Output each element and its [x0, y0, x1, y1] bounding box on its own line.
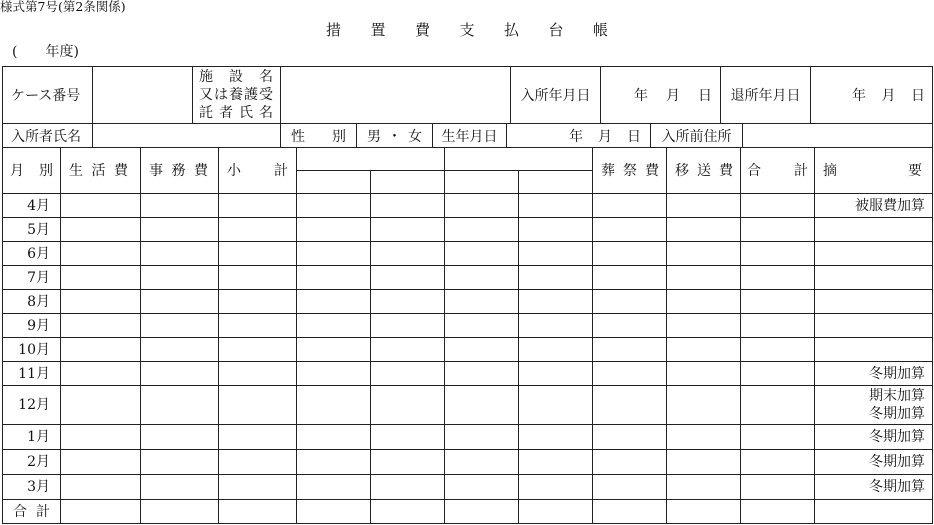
blank-cell — [445, 266, 519, 290]
month-cell: 10月 — [3, 338, 61, 362]
ledger-row — [3, 314, 933, 338]
remarks-cell — [815, 218, 933, 242]
office-expenses-cell — [141, 266, 219, 290]
living-expenses-cell — [61, 266, 141, 290]
blank-cell — [519, 290, 593, 314]
remarks-cell — [815, 266, 933, 290]
blank-cell — [519, 314, 593, 338]
header-transport-expenses: 移 送 費 — [667, 148, 741, 194]
office-expenses-cell — [141, 362, 219, 386]
birth-date-label: 生年月日 — [441, 128, 498, 145]
office-expenses-cell — [141, 338, 219, 362]
blank-cell — [445, 218, 519, 242]
blank-cell — [297, 194, 371, 218]
ledger-header — [3, 148, 933, 194]
blank-cell — [371, 242, 445, 266]
blank-cell — [445, 425, 519, 450]
blank-cell — [371, 425, 445, 450]
blank-cell — [371, 290, 445, 314]
total-cell — [741, 450, 815, 475]
admission-date-label: 入所年月日 — [520, 88, 591, 104]
living-expenses-cell — [61, 500, 141, 524]
page-title: 措 置 費 支 払 台 帳 — [326, 21, 608, 39]
ledger-row — [3, 290, 933, 314]
blank-cell — [519, 242, 593, 266]
resident-info-row — [3, 124, 932, 147]
blank-cell — [519, 362, 593, 386]
facility-label-cell — [193, 67, 281, 123]
office-expenses-cell — [141, 500, 219, 524]
living-expenses-cell — [61, 314, 141, 338]
subtotal-cell — [219, 475, 297, 500]
form-number: 様式第7号(第2条関係) — [0, 0, 126, 14]
blank-cell — [297, 242, 371, 266]
ledger-row — [3, 242, 933, 266]
remarks-cell — [815, 194, 933, 218]
funeral-expenses-cell — [593, 314, 667, 338]
total-cell — [741, 338, 815, 362]
blank-cell — [445, 362, 519, 386]
sex-options-cell — [357, 124, 433, 147]
blank-cell — [519, 338, 593, 362]
blank-cell — [445, 450, 519, 475]
remarks-cell — [815, 450, 933, 475]
case-info-block — [2, 66, 933, 148]
blank-cell — [519, 425, 593, 450]
living-expenses-cell — [61, 425, 141, 450]
prior-address-label-cell — [651, 124, 743, 147]
transport-expenses-cell — [667, 386, 741, 425]
total-cell — [741, 475, 815, 500]
header-total: 合 計 — [741, 148, 815, 194]
transport-expenses-cell — [667, 425, 741, 450]
ledger-table — [2, 147, 933, 524]
remarks-cell — [815, 314, 933, 338]
blank-cell — [297, 425, 371, 450]
remarks-cell — [815, 425, 933, 450]
transport-expenses-cell — [667, 450, 741, 475]
living-expenses-cell — [61, 386, 141, 425]
admission-date-value: 年 月 日 — [634, 88, 712, 104]
blank-cell — [371, 386, 445, 425]
living-expenses-cell — [61, 338, 141, 362]
resident-name-label: 入所者氏名 — [11, 128, 81, 145]
birth-date-value-cell — [507, 124, 651, 147]
transport-expenses-cell — [667, 314, 741, 338]
facility-label-line: 又は養護受 — [199, 87, 273, 103]
transport-expenses-cell — [667, 362, 741, 386]
ledger-row — [3, 475, 933, 500]
resident-name-label-cell — [3, 124, 93, 147]
month-cell: 3月 — [3, 475, 61, 500]
blank-cell — [371, 362, 445, 386]
fiscal-year-label: ( 年度) — [12, 44, 79, 60]
admission-date-label-cell — [511, 67, 601, 123]
office-expenses-cell — [141, 314, 219, 338]
ledger-header-row — [3, 148, 933, 171]
ledger-row — [3, 194, 933, 218]
subtotal-cell — [219, 338, 297, 362]
funeral-expenses-cell — [593, 290, 667, 314]
total-row — [3, 500, 933, 524]
living-expenses-cell — [61, 194, 141, 218]
living-expenses-cell — [61, 290, 141, 314]
header-blank-sub — [519, 171, 593, 194]
funeral-expenses-cell — [593, 242, 667, 266]
blank-cell — [445, 338, 519, 362]
office-expenses-cell — [141, 242, 219, 266]
remark-text: 冬期加算 — [869, 429, 925, 445]
blank-cell — [519, 266, 593, 290]
blank-cell — [297, 338, 371, 362]
funeral-expenses-cell — [593, 500, 667, 524]
total-row-label: 合 計 — [3, 500, 61, 524]
blank-cell — [371, 338, 445, 362]
blank-cell — [445, 386, 519, 425]
remark-text: 冬期加算 — [869, 454, 925, 470]
office-expenses-cell — [141, 475, 219, 500]
ledger-row — [3, 425, 933, 450]
transport-expenses-cell — [667, 475, 741, 500]
blank-cell — [297, 218, 371, 242]
month-cell: 12月 — [3, 386, 61, 425]
ledger-row — [3, 450, 933, 475]
total-cell — [741, 314, 815, 338]
header-living-expenses: 生 活 費 — [61, 148, 141, 194]
living-expenses-cell — [61, 450, 141, 475]
header-funeral-expenses: 葬 祭 費 — [593, 148, 667, 194]
transport-expenses-cell — [667, 338, 741, 362]
ledger-row — [3, 362, 933, 386]
subtotal-cell — [219, 450, 297, 475]
office-expenses-cell — [141, 425, 219, 450]
blank-cell — [371, 194, 445, 218]
discharge-date-value-cell — [811, 67, 932, 123]
transport-expenses-cell — [667, 266, 741, 290]
transport-expenses-cell — [667, 218, 741, 242]
remark-text: 冬期加算 — [869, 479, 925, 495]
subtotal-cell — [219, 218, 297, 242]
blank-cell — [519, 218, 593, 242]
funeral-expenses-cell — [593, 338, 667, 362]
month-cell: 8月 — [3, 290, 61, 314]
blank-cell — [297, 314, 371, 338]
month-cell: 6月 — [3, 242, 61, 266]
month-cell: 4月 — [3, 194, 61, 218]
admission-date-value-cell — [601, 67, 721, 123]
remarks-cell — [815, 475, 933, 500]
month-cell: 7月 — [3, 266, 61, 290]
blank-cell — [445, 475, 519, 500]
header-subtotal: 小 計 — [219, 148, 297, 194]
case-number-label-cell — [3, 67, 93, 123]
facility-label-line: 施 設 名 — [199, 69, 273, 85]
blank-cell — [371, 500, 445, 524]
blank-cell — [371, 314, 445, 338]
funeral-expenses-cell — [593, 386, 667, 425]
prior-address-value-cell — [743, 124, 932, 147]
transport-expenses-cell — [667, 242, 741, 266]
total-cell — [741, 386, 815, 425]
facility-label-line: 託 者 氏 名 — [199, 105, 273, 121]
month-cell: 9月 — [3, 314, 61, 338]
blank-cell — [297, 475, 371, 500]
header-office-expenses: 事 務 費 — [141, 148, 219, 194]
month-cell: 2月 — [3, 450, 61, 475]
month-cell: 5月 — [3, 218, 61, 242]
facility-value-cell — [281, 67, 511, 123]
funeral-expenses-cell — [593, 475, 667, 500]
remark-text: 期末加算 — [869, 388, 925, 404]
blank-cell — [297, 450, 371, 475]
header-blank-group — [445, 148, 593, 171]
discharge-date-label-cell — [721, 67, 811, 123]
remarks-cell — [815, 386, 933, 425]
case-number-label: ケース番号 — [11, 88, 81, 104]
sex-label: 性 別 — [291, 128, 346, 145]
prior-address-label: 入所前住所 — [661, 128, 732, 145]
office-expenses-cell — [141, 450, 219, 475]
blank-cell — [371, 266, 445, 290]
blank-cell — [297, 290, 371, 314]
living-expenses-cell — [61, 242, 141, 266]
remarks-cell — [815, 338, 933, 362]
sex-options: 男 ・ 女 — [367, 128, 422, 145]
subtotal-cell — [219, 242, 297, 266]
total-cell — [741, 266, 815, 290]
remarks-cell — [815, 290, 933, 314]
blank-cell — [519, 500, 593, 524]
funeral-expenses-cell — [593, 425, 667, 450]
blank-cell — [371, 218, 445, 242]
month-cell: 11月 — [3, 362, 61, 386]
subtotal-cell — [219, 290, 297, 314]
subtotal-cell — [219, 386, 297, 425]
total-cell — [741, 218, 815, 242]
blank-cell — [297, 500, 371, 524]
discharge-date-label: 退所年月日 — [730, 88, 801, 104]
discharge-date-value: 年 月 日 — [852, 88, 925, 104]
header-blank-sub — [445, 171, 519, 194]
remarks-cell — [815, 500, 933, 524]
living-expenses-cell — [61, 218, 141, 242]
blank-cell — [445, 500, 519, 524]
total-cell — [741, 242, 815, 266]
case-number-value-cell — [93, 67, 193, 123]
blank-cell — [519, 475, 593, 500]
blank-cell — [371, 475, 445, 500]
living-expenses-cell — [61, 362, 141, 386]
header-month: 月 別 — [3, 148, 61, 194]
transport-expenses-cell — [667, 500, 741, 524]
header-blank-sub — [297, 171, 371, 194]
subtotal-cell — [219, 362, 297, 386]
ledger-body — [3, 194, 933, 500]
living-expenses-cell — [61, 475, 141, 500]
subtotal-cell — [219, 314, 297, 338]
blank-cell — [445, 242, 519, 266]
subtotal-cell — [219, 266, 297, 290]
total-cell — [741, 425, 815, 450]
remarks-cell — [815, 362, 933, 386]
birth-date-value: 年 月 日 — [569, 128, 641, 145]
total-cell — [741, 500, 815, 524]
blank-cell — [445, 194, 519, 218]
funeral-expenses-cell — [593, 450, 667, 475]
case-info-row — [3, 67, 932, 124]
subtotal-cell — [219, 425, 297, 450]
funeral-expenses-cell — [593, 266, 667, 290]
blank-cell — [297, 266, 371, 290]
subtotal-cell — [219, 500, 297, 524]
total-cell — [741, 290, 815, 314]
total-cell — [741, 194, 815, 218]
remark-text: 冬期加算 — [869, 406, 925, 422]
funeral-expenses-cell — [593, 362, 667, 386]
remark-text: 被服費加算 — [855, 197, 925, 214]
blank-cell — [445, 290, 519, 314]
ledger-row — [3, 386, 933, 425]
header-remarks: 摘 要 — [815, 148, 933, 194]
header-blank-group — [297, 148, 445, 171]
blank-cell — [297, 362, 371, 386]
remarks-cell — [815, 242, 933, 266]
month-cell: 1月 — [3, 425, 61, 450]
transport-expenses-cell — [667, 194, 741, 218]
remark-text: 冬期加算 — [869, 365, 925, 382]
ledger-row — [3, 218, 933, 242]
blank-cell — [519, 194, 593, 218]
office-expenses-cell — [141, 194, 219, 218]
total-cell — [741, 362, 815, 386]
resident-name-value-cell — [93, 124, 281, 147]
sex-label-cell — [281, 124, 357, 147]
ledger-row — [3, 266, 933, 290]
blank-cell — [371, 450, 445, 475]
funeral-expenses-cell — [593, 194, 667, 218]
blank-cell — [445, 314, 519, 338]
subtotal-cell — [219, 194, 297, 218]
office-expenses-cell — [141, 386, 219, 425]
ledger-row — [3, 338, 933, 362]
blank-cell — [519, 450, 593, 475]
blank-cell — [519, 386, 593, 425]
funeral-expenses-cell — [593, 218, 667, 242]
header-blank-sub — [371, 171, 445, 194]
office-expenses-cell — [141, 290, 219, 314]
transport-expenses-cell — [667, 290, 741, 314]
ledger-footer — [3, 500, 933, 524]
birth-date-label-cell — [433, 124, 507, 147]
office-expenses-cell — [141, 218, 219, 242]
blank-cell — [297, 386, 371, 425]
